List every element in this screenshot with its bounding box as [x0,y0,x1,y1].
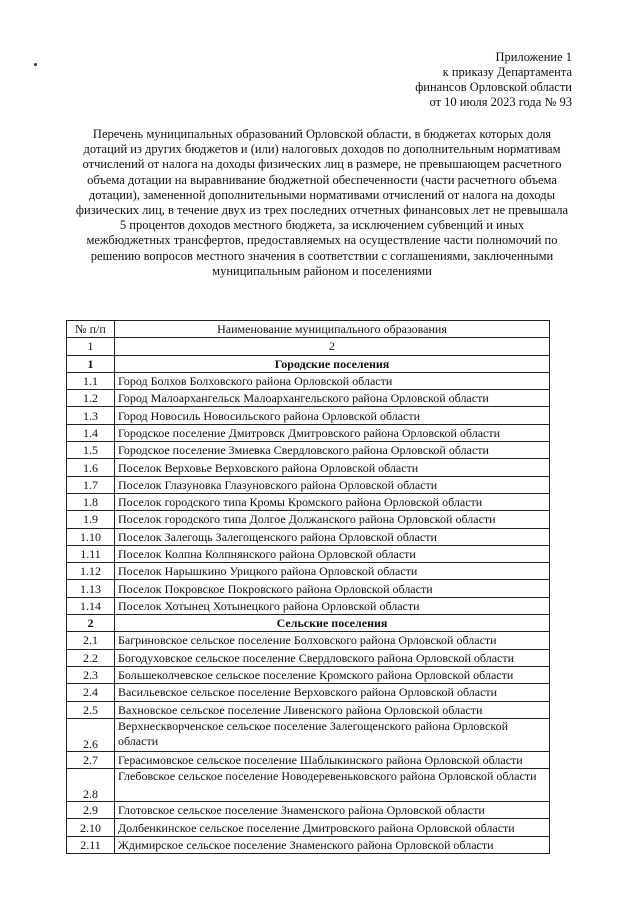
table-row [67,511,550,528]
municipality-name: Поселок Нарышкино Урицкого района Орловской области [115,563,550,580]
table-row [67,769,550,802]
row-number: 1.2 [67,390,115,407]
row-number: 2.9 [67,802,115,819]
title-line: объема дотации на выравнивание бюджетной обеспеченности (части расчетного объема [87,172,557,187]
row-number: 2.6 [67,718,115,751]
column-header-num: № п/п [67,321,115,338]
table-row [67,751,550,768]
row-number: 2.2 [67,649,115,666]
header-line: Приложение 1 [495,50,572,64]
table-row [67,649,550,666]
table-row [67,545,550,562]
header-line: финансов Орловской области [415,80,572,94]
municipality-name: Поселок Колпна Колпнянского района Орловской области [115,545,550,562]
municipality-name: Городское поселение Дмитровск Дмитровского района Орловской области [115,424,550,441]
table-row [67,666,550,683]
table-row [67,632,550,649]
column-index-name: 2 [115,338,550,355]
header-line: к приказу Департамента [442,65,572,79]
table-row [67,442,550,459]
municipality-name: Поселок городского типа Долгое Должанского района Орловской области [115,511,550,528]
row-number: 1.10 [67,528,115,545]
municipalities-table [66,320,550,854]
table-header-row [67,321,550,338]
row-number: 2.1 [67,632,115,649]
appendix-header [415,50,572,110]
row-number: 2.4 [67,684,115,701]
row-number: 1.7 [67,476,115,493]
table-row [67,718,550,751]
table-row [67,580,550,597]
table-row [67,563,550,580]
row-number: 2.8 [67,769,115,802]
table-row [67,459,550,476]
municipality-name: Поселок Залегощь Залегощенского района Орловской области [115,528,550,545]
table-row [67,597,550,614]
title-line: дотации), замененной дополнительными нормативами отчислений от налога на доходы [88,187,556,202]
municipality-name: Город Малоархангельск Малоархангельского района Орловской области [115,390,550,407]
column-index-num: 1 [67,338,115,355]
document-title [72,127,572,279]
section-number: 1 [67,355,115,372]
municipality-name: Глебовское сельское поселение Новодеревеньковского района Орловской области [115,769,550,802]
table-row [67,528,550,545]
row-number: 1.11 [67,545,115,562]
municipality-name: Поселок городского типа Кромы Кромского района Орловской области [115,493,550,510]
row-number: 1.1 [67,372,115,389]
municipality-name: Васильевское сельское поселение Верховского района Орловской области [115,684,550,701]
section-title: Сельские поселения [115,615,550,632]
column-header-name: Наименование муниципального образования [115,321,550,338]
table-row [67,493,550,510]
section-row [67,615,550,632]
municipality-name: Долбенкинское сельское поселение Дмитровского района Орловской области [115,819,550,836]
table-row [67,390,550,407]
row-number: 1.5 [67,442,115,459]
municipality-name: Герасимовское сельское поселение Шаблыкинского района Орловской области [115,751,550,768]
title-line: отчислений от налога на доходы физических лиц в размере, не превышающем расчетного [82,157,562,172]
column-index-row [67,338,550,355]
title-line: Перечень муниципальных образований Орловской области, в бюджетах которых доля [92,127,552,141]
municipality-name: Поселок Верховье Верховского района Орловской области [115,459,550,476]
row-number: 1.8 [67,493,115,510]
section-title: Городские поселения [115,355,550,372]
row-number: 2.11 [67,836,115,853]
row-number: 2.3 [67,666,115,683]
municipality-name: Поселок Глазуновка Глазуновского района Орловской области [115,476,550,493]
row-number: 2.10 [67,819,115,836]
municipality-name: Вахновское сельское поселение Ливенского района Орловской области [115,701,550,718]
table-row [67,684,550,701]
municipality-name: Богодуховское сельское поселение Свердловского района Орловской области [115,649,550,666]
municipality-name: Большеколчевское сельское поселение Кромского района Орловской области [115,666,550,683]
title-line: физических лиц, в течение двух из трех последних отчетных финансовых лет не превышала [75,203,569,218]
municipality-name: Городское поселение Змиевка Свердловского района Орловской области [115,442,550,459]
row-number: 2.7 [67,751,115,768]
row-number: 1.4 [67,424,115,441]
table-row [67,701,550,718]
section-row [67,355,550,372]
row-number: 2.5 [67,701,115,718]
table-row [67,819,550,836]
table-row [67,802,550,819]
municipality-name: Верхнескворченское сельское поселение Залегощенского района Орловской области [115,718,550,751]
municipality-name: Город Новосиль Новосильского района Орловской области [115,407,550,424]
municipality-name: Поселок Покровское Покровского района Орловской области [115,580,550,597]
title-line: межбюджетных трансфертов, предоставляемых на осуществление части полномочий по [86,233,558,248]
title-line: муниципальным районом и поселениями [212,263,432,278]
row-number: 1.3 [67,407,115,424]
title-line: 5 процентов доходов местного бюджета, за исключением субвенций и иных [119,218,525,233]
row-number: 1.12 [67,563,115,580]
municipality-name: Город Болхов Болховского района Орловской области [115,372,550,389]
section-number: 2 [67,615,115,632]
row-number: 1.13 [67,580,115,597]
row-number: 1.6 [67,459,115,476]
scan-speck [34,63,37,66]
municipality-name: Ждимирское сельское поселение Знаменского района Орловской области [115,836,550,853]
municipality-name: Багриновское сельское поселение Болховского района Орловской области [115,632,550,649]
municipality-name: Глотовское сельское поселение Знаменского района Орловской области [115,802,550,819]
row-number: 1.14 [67,597,115,614]
row-number: 1.9 [67,511,115,528]
table-row [67,476,550,493]
table-row [67,372,550,389]
table-row [67,424,550,441]
municipality-name: Поселок Хотынец Хотынецкого района Орловской области [115,597,550,614]
header-line: от 10 июля 2023 года № 93 [429,95,572,109]
title-line: дотаций из других бюджетов и (или) налоговых доходов по дополнительным нормативам [83,142,561,157]
table-row [67,836,550,853]
table-row [67,407,550,424]
title-line: решению вопросов местного значения в соответствии с соглашениями, заключенными [90,248,554,263]
